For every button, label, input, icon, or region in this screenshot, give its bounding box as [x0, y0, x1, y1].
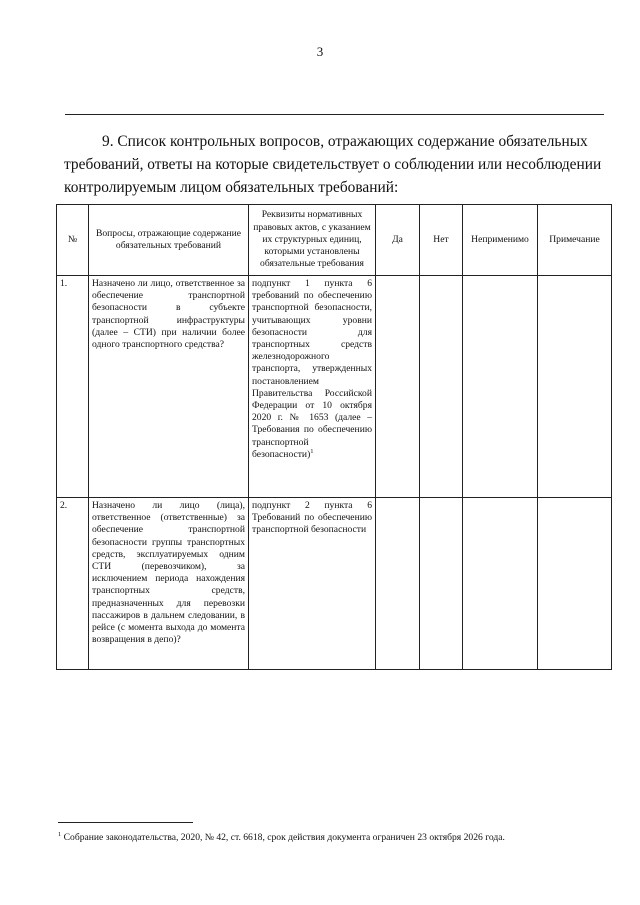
checklist-table — [56, 204, 612, 670]
heading-line-1: 9. Список контрольных вопросов, отражающих содержание обязательных — [102, 133, 588, 150]
header-yes: Да — [376, 205, 420, 276]
row-question: Назначено ли лицо, ответственное за обеспечение транспортной безопасности в субъекте транспортной инфраструктуры (далее – СТИ) при наличии более одного транспортного средства? — [89, 276, 249, 498]
footnote-mark: 1 — [58, 830, 62, 838]
answer-yes-cell[interactable] — [376, 498, 420, 670]
table-row — [57, 498, 612, 670]
table-row — [57, 276, 612, 498]
row-question: Назначено ли лицо (лица), ответственное (ответственные) за обеспечение транспортной безопасности группы транспортных средств, эксплуатируемых одним СТИ (перевозчиком), за исключением периода нахождения транспортных средств, предназначенных для перевозки пассажиров в дальнем следовании, в рейсе (с момента выхода до момента возвращения в депо)? — [89, 498, 249, 670]
section-heading — [64, 130, 610, 199]
header-note: Примечание — [538, 205, 612, 276]
answer-not-applicable-cell[interactable] — [463, 498, 538, 670]
row-number: 1. — [57, 276, 89, 498]
row-requisites — [249, 276, 376, 498]
footnote-rule — [58, 822, 193, 823]
header-rule — [65, 114, 604, 115]
footnote-text: Собрание законодательства, 2020, № 42, ст. 6618, срок действия документа ограничен 23 октября 2026 года. — [63, 832, 505, 843]
requisites-text: подпункт 1 пункта 6 требований по обеспечению транспортной безопасности, учитывающих уровни безопасности для транспортных средств железнодорожного транспорта, утвержденных постановлением Правительства Российской Федерации от 10 октября 2020 г. № 1653 (далее – Требования по обеспечению транспортной безопасности) — [252, 278, 372, 460]
header-questions: Вопросы, отражающие содержание обязательных требований — [89, 205, 249, 276]
heading-line-2: требований, ответы на которые свидетельствует о соблюдении или несоблюдении — [64, 156, 602, 173]
answer-no-cell[interactable] — [420, 498, 463, 670]
footnote-reference[interactable]: 1 — [310, 447, 314, 455]
header-number: № — [57, 205, 89, 276]
note-cell[interactable] — [538, 276, 612, 498]
answer-not-applicable-cell[interactable] — [463, 276, 538, 498]
answer-no-cell[interactable] — [420, 276, 463, 498]
heading-line-3: контролируемым лицом обязательных требований: — [64, 179, 399, 196]
header-not-applicable: Неприменимо — [463, 205, 538, 276]
header-requisites: Реквизиты нормативных правовых актов, с указанием их структурных единиц, которыми установлены обязательные требования — [249, 205, 376, 276]
footnote — [58, 832, 610, 844]
page-number: 3 — [316, 44, 324, 59]
row-number: 2. — [57, 498, 89, 670]
table-header-row — [57, 205, 612, 276]
row-requisites: подпункт 2 пункта 6 Требований по обеспечению транспортной безопасности — [249, 498, 376, 670]
note-cell[interactable] — [538, 498, 612, 670]
header-no: Нет — [420, 205, 463, 276]
answer-yes-cell[interactable] — [376, 276, 420, 498]
